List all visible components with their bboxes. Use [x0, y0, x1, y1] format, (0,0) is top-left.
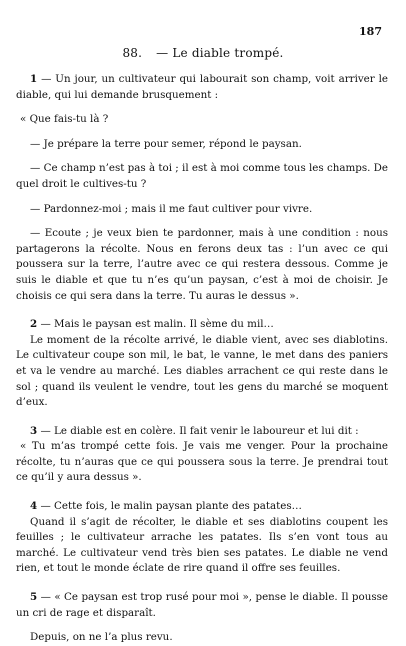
paragraph-text: — Le diable est en colère. Il fait venir le laboureur et lui dit : — [40, 424, 359, 437]
dialogue-line: « Que fais-tu là ? — [20, 113, 109, 126]
page-number: 187 — [359, 25, 382, 38]
section-3-paragraph — [16, 424, 388, 440]
paragraph: Depuis, on ne l’a plus revu. — [30, 631, 173, 644]
section-number: 5 — [30, 591, 38, 604]
section-number: 1 — [30, 73, 38, 85]
paragraph: Le moment de la récolte arrivé, le diable vient, avec ses diablotins. Le cultivateur coupe son mil, le bat, le vanne, le met dans des paniers et va le vendre au marché. Les diables arrachent ce qui reste dans le sol ; quand ils veulent le vendre, tout les gens du marché se moquent d’eux. — [16, 333, 388, 409]
paragraph: Quand il s’agit de récolter, le diable et ses diablotins coupent les feuilles ; le cultivateur arrache les patates. Ils s’en vont tous au marché. Le cultivateur vend très bien ses patates. Le diable ne vend rien, et tout le monde éclate de rire quand il offre ses feuilles. — [16, 515, 388, 575]
section-4-paragraph — [16, 499, 388, 515]
paragraph-text: — Mais le paysan est malin. Il sème du mil… — [40, 318, 274, 331]
paragraph: « Tu m’as trompé cette fois. Je vais me venger. Pour la prochaine récolte, tu n’auras que ce qui poussera sous la terre. Je prendrai tout ce qu’il y aura dessus ». — [16, 440, 388, 484]
section-5-paragraph — [16, 590, 388, 621]
section-2-paragraph — [16, 317, 388, 333]
section-number: 4 — [30, 500, 38, 513]
story-title: — Le diable trompé. — [156, 46, 284, 60]
story-heading — [0, 46, 406, 60]
dialogue-line: — Pardonnez-moi ; mais il me faut cultiver pour vivre. — [30, 202, 313, 215]
section-1-paragraph — [16, 72, 388, 103]
paragraph-text: — Cette fois, le malin paysan plante des patates… — [40, 500, 302, 513]
paragraph-text: — « Ce paysan est trop rusé pour moi », pense le diable. Il pousse un cri de rage et disparaît. — [16, 591, 388, 619]
story-number: 88. — [122, 46, 143, 60]
section-number: 3 — [30, 424, 38, 437]
story-body — [16, 72, 388, 646]
dialogue-line: — Ecoute ; je veux bien te pardonner, mais à une condition : nous partagerons la récolte. Nous en ferons deux tas : l’un avec ce qui poussera sur la terre, l’autre avec ce qui restera dessous. Comme je suis le diable et que tu n’es qu’un paysan, c’est à moi de choisir. Je choisis ce qui sera dans la terre. Tu auras le dessus ». — [16, 227, 388, 302]
paragraph-text: — Un jour, un cultivateur qui labourait son champ, voit arriver le diable, qui lui demande brusquement : — [16, 73, 388, 101]
dialogue-line: — Ce champ n’est pas à toi ; il est à moi comme tous les champs. De quel droit le cultives-tu ? — [16, 162, 389, 190]
section-number: 2 — [30, 318, 38, 331]
dialogue-line: — Je prépare la terre pour semer, répond le paysan. — [30, 137, 302, 150]
